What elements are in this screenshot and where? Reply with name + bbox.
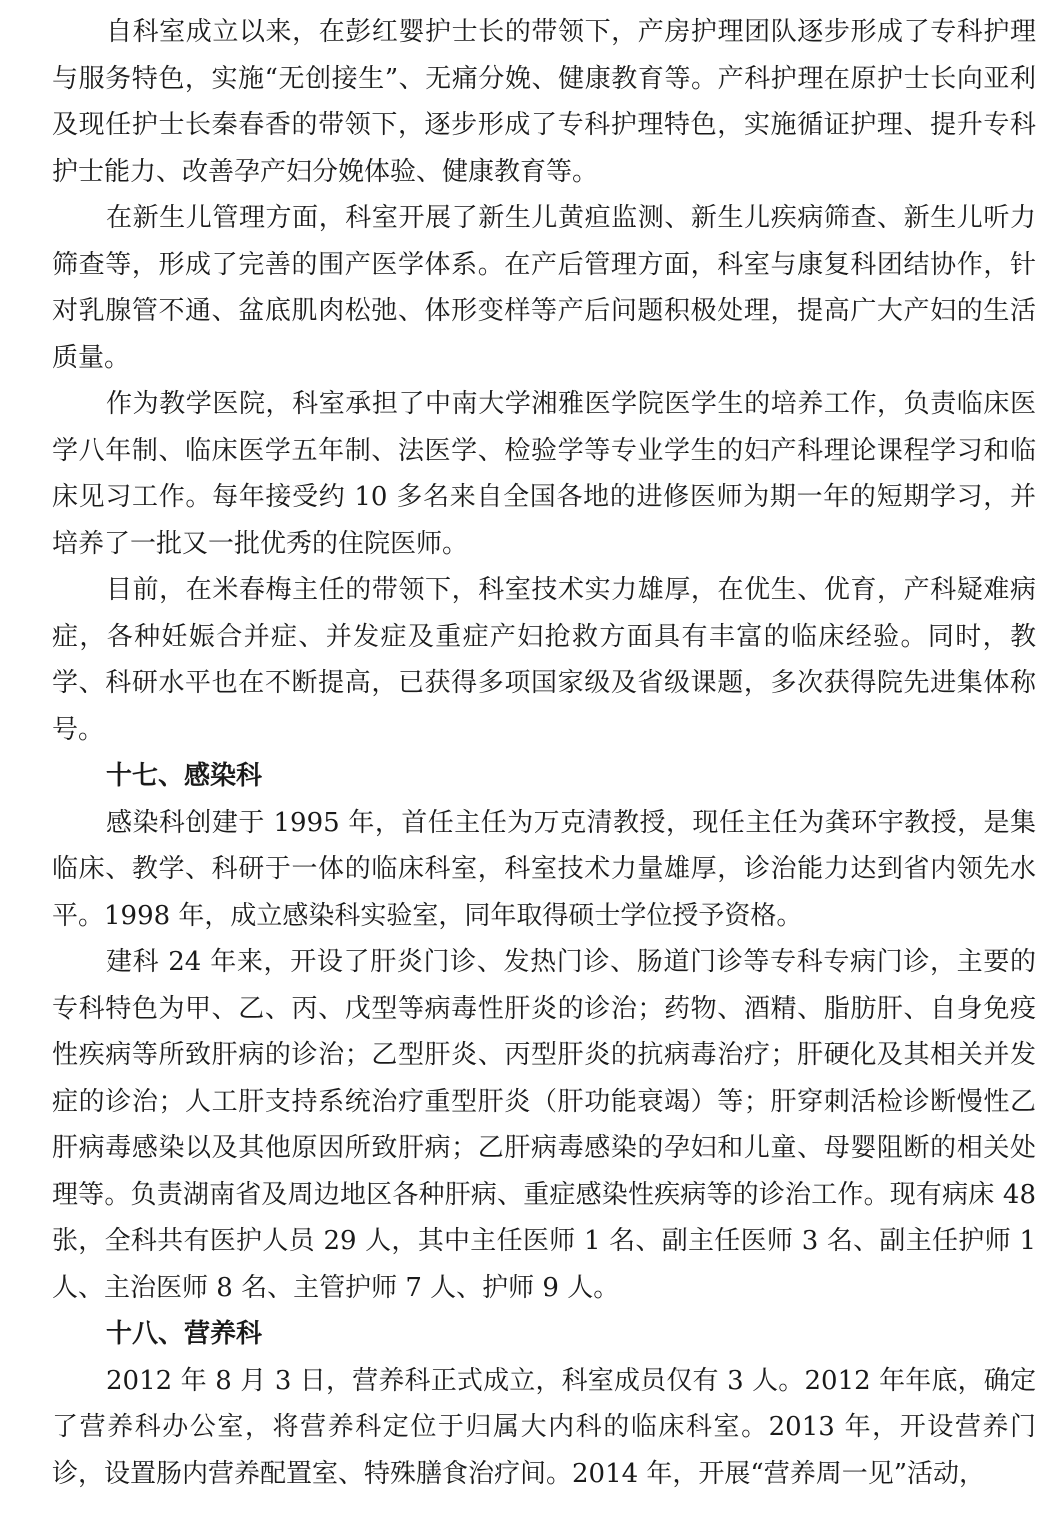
paragraph-teaching: 作为教学医院，科室承担了中南大学湘雅医学院医学生的培养工作，负责临床医学八年制、临床医学五年制、法医学、检验学等专业学生的妇产科理论课程学习和临床见习工作。每年接受约 10 多名来自全国各地的进修医师为期一年的短期学习，并培养了一批又一批优秀的住院医师。 — [52, 389, 1036, 559]
document-page — [52, 0, 1036, 1497]
paragraph-newborn-management: 在新生儿管理方面，科室开展了新生儿黄疸监测、新生儿疾病筛查、新生儿听力筛查等，形成了完善的围产医学体系。在产后管理方面，科室与康复科团结协作，针对乳腺管不通、盆底肌肉松弛、体形变样等产后问题积极处理，提高广大产妇的生活质量。 — [52, 203, 1036, 373]
paragraph-nursing: 自科室成立以来，在彭红婴护士长的带领下，产房护理团队逐步形成了专科护理与服务特色，实施“无创接生”、无痛分娩、健康教育等。产科护理在原护士长向亚利及现任护士长秦春香的带领下，逐步形成了专科护理特色，实施循证护理、提升专科护士能力、改善孕产妇分娩体验、健康教育等。 — [52, 17, 1036, 187]
section-heading-infection: 十七、感染科 — [106, 761, 263, 791]
paragraph-infection-founding: 感染科创建于 1995 年，首任主任为万克清教授，现任主任为龚环宇教授，是集临床、教学、科研于一体的临床科室，科室技术力量雄厚，诊治能力达到省内领先水平。1998 年，成立感染科实验室，同年取得硕士学位授予资格。 — [52, 807, 1036, 931]
paragraph-infection-specialties: 建科 24 年来，开设了肝炎门诊、发热门诊、肠道门诊等专科专病门诊，主要的专科特色为甲、乙、丙、戊型等病毒性肝炎的诊治；药物、酒精、脂肪肝、自身免疫性疾病等所致肝病的诊治；乙型肝炎、丙型肝炎的抗病毒治疗；肝硬化及其相关并发症的诊治；人工肝支持系统治疗重型肝炎（肝功能衰竭）等；肝穿刺活检诊断慢性乙肝病毒感染以及其他原因所致肝病；乙肝病毒感染的孕妇和儿童、母婴阻断的相关处理等。负责湖南省及周边地区各种肝病、重症感染性疾病等的诊治工作。现有病床 48 张，全科共有医护人员 29 人，其中主任医师 1 名、副主任医师 3 名、副主任护师 1 人、主治医师 8 名、主管护师 7 人、护师 9 人。 — [52, 947, 1036, 1303]
paragraph-current-status: 目前，在米春梅主任的带领下，科室技术实力雄厚，在优生、优育，产科疑难病症，各种妊娠合并症、并发症及重症产妇抢救方面具有丰富的临床经验。同时，教学、科研水平也在不断提高，已获得多项国家级及省级课题，多次获得院先进集体称号。 — [52, 575, 1036, 745]
paragraph-nutrition-founding: 2012 年 8 月 3 日，营养科正式成立，科室成员仅有 3 人。2012 年年底，确定了营养科办公室，将营养科定位于归属大内科的临床科室。2013 年，开设营养门诊，设置肠内营养配置室、特殊膳食治疗间。2014 年，开展“营养周一见”活动， — [52, 1365, 1036, 1489]
section-heading-nutrition: 十八、营养科 — [106, 1319, 263, 1349]
